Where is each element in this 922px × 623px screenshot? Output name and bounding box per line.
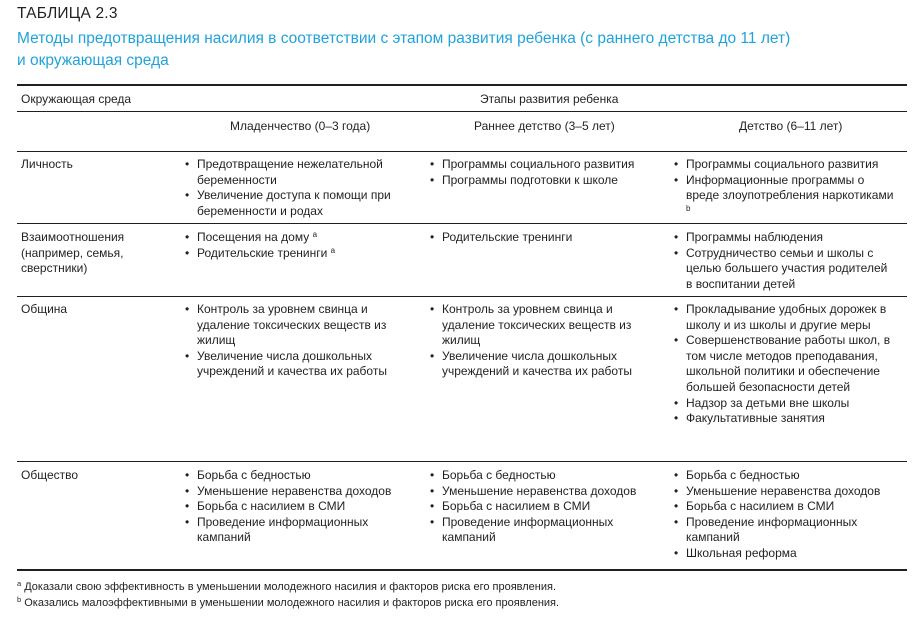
list-item bbox=[674, 157, 896, 173]
list-item-text: Посещения на дому bbox=[197, 230, 310, 244]
row-divider bbox=[17, 461, 907, 462]
row-divider bbox=[17, 223, 907, 224]
list-item-text: Увеличение числа дошкольных учреждений и качества их работы bbox=[197, 348, 387, 379]
list-item-text: Программы наблюдения bbox=[686, 230, 824, 244]
list-item bbox=[430, 515, 652, 546]
header-infancy: Младенчество (0–3 года) bbox=[230, 119, 371, 133]
caption-line-2: и окружающая среда bbox=[17, 52, 169, 69]
list-item-text: Борьба с насилием в СМИ bbox=[686, 499, 835, 514]
early-cell bbox=[430, 230, 652, 246]
bullet-list bbox=[674, 157, 896, 219]
bullet-list bbox=[185, 230, 405, 261]
bullet-list bbox=[674, 468, 896, 562]
header-bottom-rule bbox=[17, 151, 907, 152]
list-item-text: Программы социального развития bbox=[686, 157, 879, 171]
list-item-text: Предотвращение нежелательной беременности bbox=[197, 157, 383, 187]
header-early-childhood: Раннее детство (3–5 лет) bbox=[474, 119, 615, 133]
list-item bbox=[674, 515, 896, 546]
list-item-text: Борьба с бедностью bbox=[686, 468, 800, 482]
list-item bbox=[674, 484, 896, 500]
footnote-text: Доказали свою эффективность в уменьшении молодежного насилия и факторов риска его проявления. bbox=[21, 581, 557, 593]
bullet-list bbox=[185, 157, 405, 219]
list-item-text: Родительские тренинги bbox=[197, 245, 328, 260]
environment-label: сверстники) bbox=[21, 261, 88, 276]
environment-label: Общество bbox=[21, 468, 79, 482]
list-item-text: Борьба с насилием в СМИ bbox=[197, 499, 346, 514]
footnote-mark: b bbox=[17, 595, 22, 604]
list-item-text: Борьба с бедностью bbox=[197, 468, 311, 482]
list-item-text: Родительские тренинги bbox=[442, 230, 573, 244]
environment-cell bbox=[21, 157, 73, 173]
list-item-text: Школьная реформа bbox=[686, 545, 797, 560]
list-item-text: Уменьшение неравенства доходов bbox=[197, 483, 392, 498]
list-item-text: Программы подготовки к школе bbox=[442, 172, 618, 187]
footnote-marker: a bbox=[330, 245, 336, 255]
table-caption bbox=[17, 28, 907, 72]
childhood-cell bbox=[674, 157, 896, 219]
footnote-mark: a bbox=[17, 579, 22, 588]
environment-label: (например, семья, bbox=[21, 245, 124, 260]
list-item bbox=[674, 499, 896, 515]
bullet-list bbox=[674, 302, 896, 427]
bullet-list bbox=[430, 302, 652, 380]
footnote-text: Оказались малоэффективными в уменьшении молодежного насилия и факторов риска его проявления. bbox=[21, 597, 560, 609]
bullet-list bbox=[430, 157, 652, 188]
infancy-cell bbox=[185, 468, 405, 546]
list-item-text: Проведение информационных кампаний bbox=[197, 514, 369, 545]
list-item-text: Контроль за уровнем свинца и удаление токсических веществ из жилищ bbox=[197, 302, 387, 348]
footnote bbox=[17, 596, 559, 610]
list-item-text: Уменьшение неравенства доходов bbox=[442, 483, 637, 498]
list-item-text: Проведение информационных кампаний bbox=[686, 514, 858, 545]
list-item bbox=[430, 349, 652, 380]
early-cell bbox=[430, 468, 652, 546]
list-item bbox=[185, 499, 405, 515]
list-item-text: Борьба с насилием в СМИ bbox=[442, 499, 591, 514]
list-item-text: Увеличение числа дошкольных учреждений и качества их работы bbox=[442, 348, 632, 379]
list-item-text: Уменьшение неравенства доходов bbox=[686, 483, 881, 498]
row-divider bbox=[17, 296, 907, 297]
childhood-cell bbox=[674, 468, 896, 562]
list-item bbox=[674, 546, 896, 562]
early-cell bbox=[430, 157, 652, 188]
environment-cell bbox=[21, 468, 78, 484]
list-item bbox=[674, 333, 896, 395]
bullet-list bbox=[430, 468, 652, 546]
table-label: ТАБЛИЦА 2.3 bbox=[17, 5, 118, 22]
header-stages: Этапы развития ребенка bbox=[480, 92, 619, 106]
environment-cell bbox=[21, 302, 67, 318]
environment-label: Община bbox=[21, 302, 68, 316]
list-item-text: Контроль за уровнем свинца и удаление токсических веществ из жилищ bbox=[442, 302, 632, 348]
header-environment: Окружающая среда bbox=[21, 92, 132, 106]
list-item bbox=[674, 468, 896, 484]
list-item bbox=[430, 499, 652, 515]
list-item-text: Факультативные занятия bbox=[686, 411, 825, 426]
list-item bbox=[185, 302, 405, 349]
infancy-cell bbox=[185, 157, 405, 219]
infancy-cell bbox=[185, 302, 405, 380]
list-item bbox=[430, 157, 652, 173]
bullet-list bbox=[430, 230, 652, 246]
table-top-rule bbox=[17, 84, 907, 86]
list-item-text: Информационные программы о вреде злоупотребления наркотиками bbox=[686, 172, 894, 203]
list-item-text: Увеличение доступа к помощи при беременности и родах bbox=[197, 188, 391, 218]
list-item bbox=[674, 246, 896, 293]
list-item bbox=[430, 173, 652, 189]
childhood-cell bbox=[674, 302, 896, 427]
list-item bbox=[185, 349, 405, 380]
list-item-text: Прокладывание удобных дорожек в школу и из школы и другие меры bbox=[686, 302, 887, 332]
list-item-text: Проведение информационных кампаний bbox=[442, 514, 614, 545]
footnote-marker: b bbox=[686, 203, 691, 213]
list-item bbox=[674, 302, 896, 333]
list-item-text: Совершенствование работы школ, в том числе методов преподавания, школьной политики и обеспечение большей безопасности детей bbox=[686, 333, 891, 394]
early-cell bbox=[430, 302, 652, 380]
list-item bbox=[185, 484, 405, 500]
table-bottom-rule bbox=[17, 569, 907, 571]
list-item-text: Надзор за детьми вне школы bbox=[686, 395, 850, 410]
environment-cell bbox=[21, 230, 124, 277]
list-item bbox=[185, 246, 405, 262]
bullet-list bbox=[185, 302, 405, 380]
childhood-cell bbox=[674, 230, 896, 292]
header-rule bbox=[17, 111, 907, 112]
footnote bbox=[17, 580, 556, 594]
list-item bbox=[430, 484, 652, 500]
bullet-list bbox=[674, 230, 896, 292]
list-item bbox=[185, 468, 405, 484]
list-item bbox=[185, 515, 405, 546]
caption-line-1: Методы предотвращения насилия в соответствии с этапом развития ребенка (с раннего детства до 11 лет) bbox=[17, 30, 791, 47]
footnote-marker: a bbox=[312, 230, 318, 239]
list-item bbox=[185, 188, 405, 219]
list-item bbox=[185, 230, 405, 246]
list-item bbox=[185, 157, 405, 188]
list-item-text: Программы социального развития bbox=[442, 157, 635, 171]
list-item bbox=[674, 230, 896, 246]
list-item-text: Борьба с бедностью bbox=[442, 468, 556, 482]
list-item bbox=[430, 230, 652, 246]
list-item bbox=[430, 468, 652, 484]
list-item bbox=[430, 302, 652, 349]
list-item bbox=[674, 396, 896, 412]
list-item-text: Сотрудничество семьи и школы с целью большего участия родителей в воспитании детей bbox=[686, 245, 888, 291]
bullet-list bbox=[185, 468, 405, 546]
header-childhood: Детство (6–11 лет) bbox=[739, 119, 843, 133]
list-item bbox=[674, 411, 896, 427]
environment-label: Взаимоотношения bbox=[21, 230, 125, 244]
list-item bbox=[674, 173, 896, 220]
infancy-cell bbox=[185, 230, 405, 261]
environment-label: Личность bbox=[21, 157, 73, 171]
